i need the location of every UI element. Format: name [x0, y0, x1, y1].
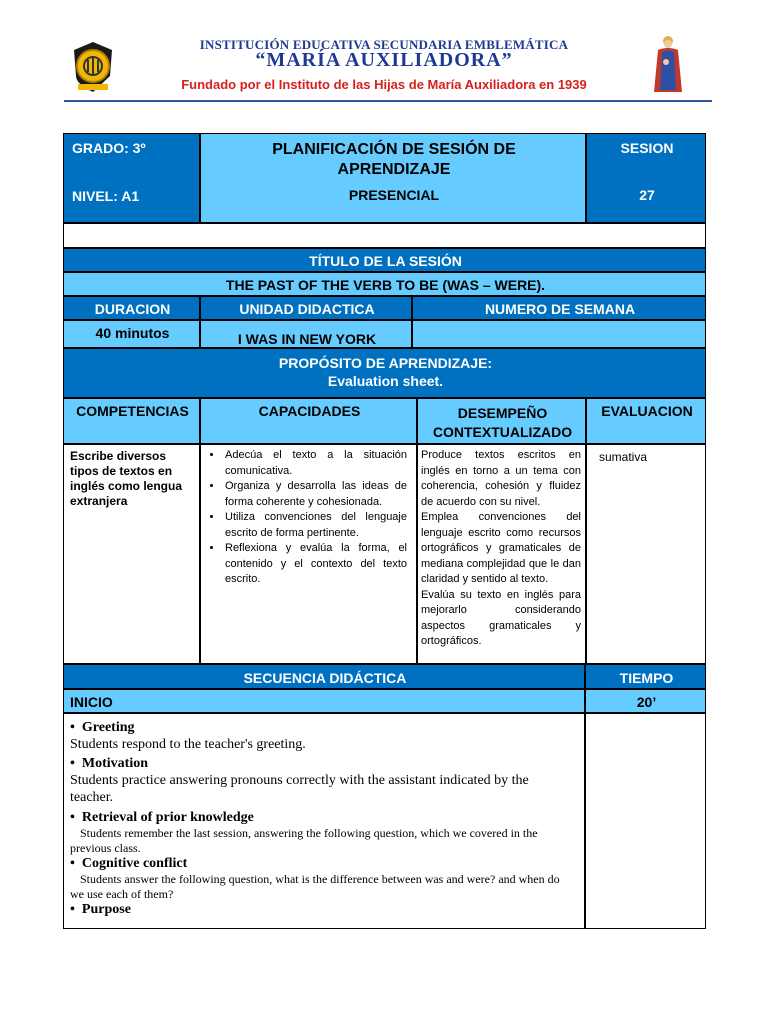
nivel-text: NIVEL: A1	[72, 188, 140, 204]
retrieval-text: Students remember the last session, answering the following question, which we covered in the previous class.	[70, 826, 538, 855]
duracion-header	[63, 296, 200, 320]
duracion-label: DURACION	[94, 301, 171, 317]
conflict-text: Students answer the following question, what is the difference between was and were? and when do we use each of them?	[70, 872, 560, 901]
desempeno-cell	[417, 444, 586, 664]
competencias-header	[63, 398, 200, 444]
purpose-heading-text: Purpose	[81, 902, 131, 917]
mode-text: PRESENCIAL	[348, 187, 440, 203]
motivation-heading: • Motivation	[70, 756, 149, 771]
capacidades-header	[200, 398, 417, 444]
conflict-heading-text: Cognitive conflict	[81, 856, 188, 871]
inicio-content-cell	[63, 713, 585, 929]
proposito-label: PROPÓSITO DE APRENDIZAJE:	[278, 355, 493, 371]
semana-label: NUMERO DE SEMANA	[484, 301, 636, 317]
founded-text: Fundado por el Instituto de las Hijas de María Auxiliadora en 1939	[181, 77, 587, 92]
school-name: “MARÍA AUXILIADORA”	[255, 49, 513, 71]
desempeno-3: Evalúa su texto en inglés para mejorarlo considerando aspectos gramaticales y ortográficos.	[421, 588, 581, 647]
capacidades-list	[209, 448, 407, 588]
competencia-cell	[63, 444, 200, 664]
desempeno-label: DESEMPEÑO CONTEXTUALIZADO	[432, 405, 573, 440]
secuencia-label: SECUENCIA DIDÁCTICA	[243, 670, 407, 686]
capacidad-item: • Reflexiona y evalúa la forma, el contenido y el contexto del texto escrito.	[223, 541, 407, 588]
capacidades-label: CAPACIDADES	[258, 403, 361, 419]
purpose-heading: • Purpose	[70, 902, 131, 917]
capacidad-item: • Utiliza convenciones del lenguaje escrito de forma pertinente.	[223, 510, 407, 541]
session-cell	[586, 133, 706, 223]
capacidad-item: • Organiza y desarrolla las ideas de forma coherente y cohesionada.	[223, 479, 407, 510]
header-divider	[64, 100, 712, 102]
semana-value-cell	[412, 320, 706, 348]
page-title: PLANIFICACIÓN DE SESIÓN DE APRENDIZAJE	[272, 141, 516, 178]
retrieval-heading: • Retrieval of prior knowledge	[70, 810, 254, 825]
greeting-heading-text: Greeting	[81, 720, 135, 735]
session-title: THE PAST OF THE VERB TO BE (WAS – WERE).	[225, 277, 546, 293]
secuencia-header	[63, 664, 585, 689]
desempeno-header	[417, 398, 586, 444]
competencia-text: Escribe diversos tipos de textos en inglés como lengua extranjera	[70, 449, 183, 508]
inicio-time-cell	[585, 689, 706, 713]
motivation-heading-text: Motivation	[81, 756, 149, 771]
duracion-value: 40 minutos	[95, 325, 170, 341]
retrieval-heading-text: Retrieval of prior knowledge	[81, 810, 254, 825]
inicio-time: 20’	[636, 694, 657, 710]
tiempo-label: TIEMPO	[619, 670, 674, 686]
unidad-header	[200, 296, 412, 320]
title-value-row	[63, 272, 706, 296]
motivation-text: Students practice answering pronouns correctly with the assistant indicated by the teacher.	[70, 773, 529, 805]
spacer-row	[63, 223, 706, 248]
evaluacion-value: sumativa	[599, 450, 648, 464]
inicio-time-content-cell	[585, 713, 706, 929]
desempeno-text	[421, 448, 581, 650]
greeting-heading: • Greeting	[70, 720, 135, 735]
conflict-heading: • Cognitive conflict	[70, 856, 188, 871]
inicio-label: INICIO	[70, 694, 113, 710]
evaluacion-header	[586, 398, 706, 444]
grado-cell	[63, 133, 200, 223]
session-label: SESION	[620, 140, 674, 156]
evaluacion-label: EVALUACION	[601, 403, 693, 419]
title-cell	[200, 133, 586, 223]
unidad-value: I WAS IN NEW YORK	[237, 331, 377, 347]
greeting-text: Students respond to the teacher's greeting.	[70, 737, 306, 752]
inicio-content	[70, 720, 575, 918]
duracion-value-cell	[63, 320, 200, 348]
capacidades-cell	[200, 444, 417, 664]
unidad-label: UNIDAD DIDACTICA	[239, 301, 375, 317]
tiempo-header	[585, 664, 706, 689]
title-label-row	[63, 248, 706, 272]
capacidad-item: • Adecúa el texto a la situación comunicativa.	[223, 448, 407, 479]
session-number: 27	[639, 187, 655, 203]
unidad-value-cell	[200, 320, 412, 348]
grado-text: GRADO: 3º	[72, 140, 146, 156]
desempeno-2: Emplea convenciones del lenguaje escrito como recursos ortográficos y gramaticales de mediana complejidad que le dan claridad y sentido al texto.	[421, 511, 581, 585]
proposito-row	[63, 348, 706, 398]
semana-header	[412, 296, 706, 320]
competencias-label: COMPETENCIAS	[76, 403, 189, 419]
evaluacion-cell	[586, 444, 706, 664]
institution-name: INSTITUCIÓN EDUCATIVA SECUNDARIA EMBLEMÁTICA	[199, 37, 569, 52]
title-label: TÍTULO DE LA SESIÓN	[309, 253, 462, 269]
desempeno-1: Produce textos escritos en inglés en torno a un tema con coherencia, cohesión y fluidez de acuerdo con su nivel.	[421, 449, 581, 508]
inicio-row	[63, 689, 585, 713]
proposito-value: Evaluation sheet.	[327, 373, 444, 389]
